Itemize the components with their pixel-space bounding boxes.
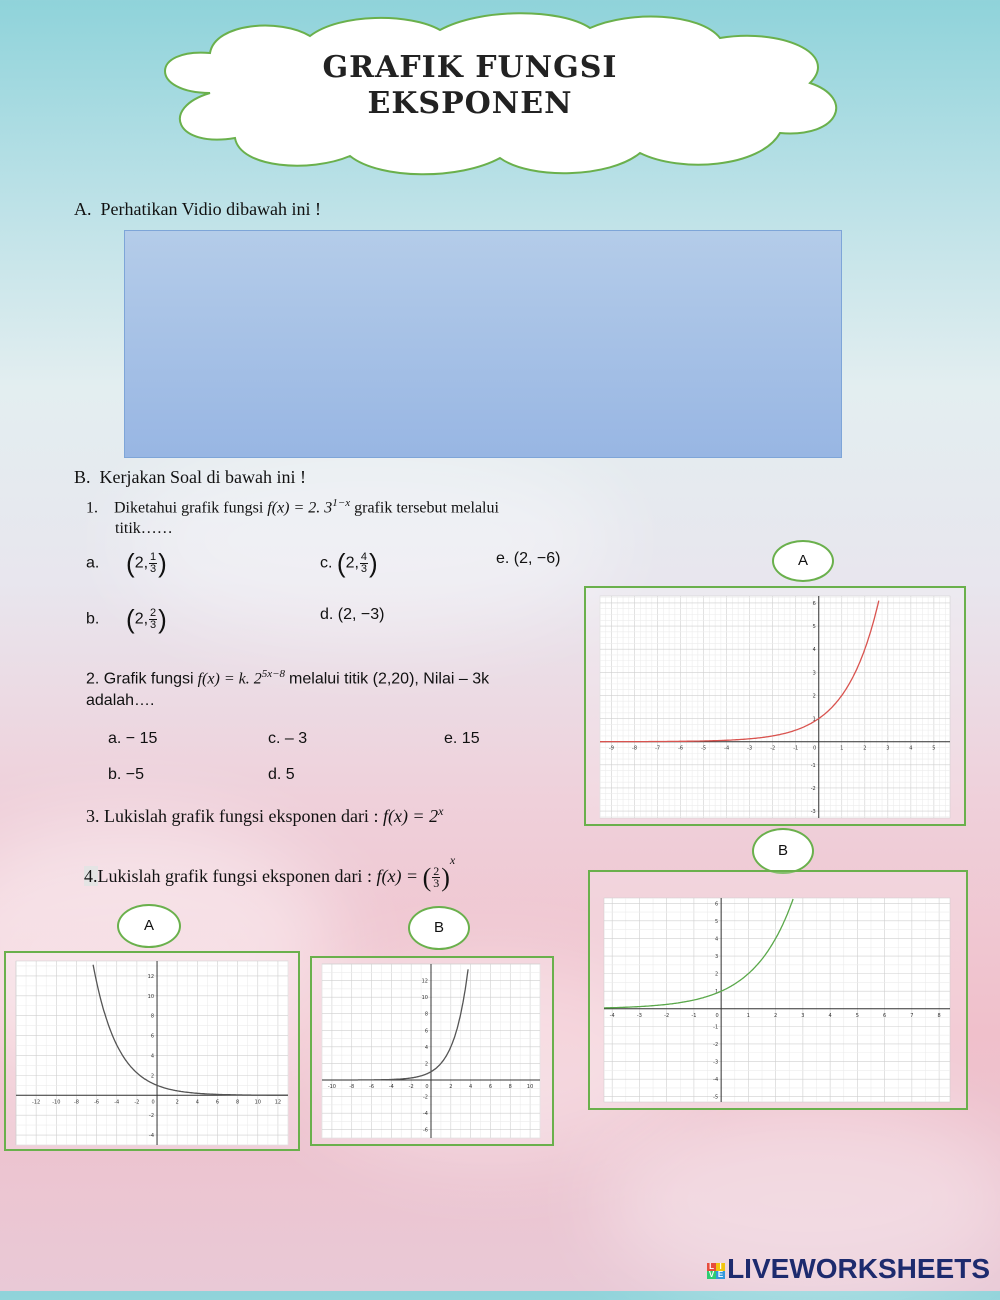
q1-option-d[interactable]: d. (2, −3)	[320, 606, 385, 623]
y-tick-label: 4	[812, 647, 816, 654]
question-2: 2. Grafik fungsi f(x) = k. $2^{5x-8}$ melalui titik (2,20), Nilai – 3k	[86, 668, 490, 688]
y-tick-label: -6	[423, 1127, 428, 1134]
y-tick-label: 2	[424, 1061, 428, 1068]
y-tick-label: -5	[713, 1094, 719, 1101]
graph-label-b-right: B	[752, 828, 814, 874]
x-tick-label: 4	[828, 1012, 832, 1019]
answer-graph-b	[312, 958, 552, 1144]
x-tick-label: -5	[701, 745, 707, 752]
y-tick-label: -2	[149, 1113, 155, 1120]
video-placeholder[interactable]	[124, 230, 842, 458]
answer-label-a[interactable]: A	[117, 904, 181, 948]
x-tick-label: 4	[469, 1084, 473, 1090]
y-tick-label: -2	[713, 1041, 719, 1048]
x-tick-label: 0	[151, 1099, 155, 1106]
q1-option-a[interactable]: a. (2, $\frac{1}{3}$ )	[86, 548, 167, 578]
y-tick-label: 4	[714, 936, 719, 943]
x-tick-label: -3	[636, 1012, 642, 1019]
x-tick-label: 2	[175, 1099, 179, 1106]
y-tick-label: -2	[423, 1094, 428, 1101]
x-tick-label: 8	[937, 1012, 941, 1019]
x-tick-label: 6	[883, 1012, 887, 1019]
y-tick-label: 1	[714, 989, 719, 996]
y-tick-label: 10	[147, 993, 155, 1000]
x-tick-label: -1	[691, 1012, 697, 1019]
q2-option-a[interactable]: a. − 15	[108, 730, 158, 747]
x-tick-label: -6	[94, 1099, 100, 1106]
x-tick-label: 1	[840, 745, 844, 752]
graph-a-exponential	[586, 588, 964, 824]
x-tick-label: 10	[526, 1084, 534, 1090]
y-tick-label: -4	[423, 1111, 428, 1118]
y-tick-label: 12	[421, 978, 428, 985]
y-tick-label: 6	[424, 1028, 428, 1035]
question-4: 4.Lukislah grafik fungsi eksponen dari : f(x) = ( $\frac{2}{3}$ )$^x$	[84, 853, 456, 892]
page-title: GRAFIK FUNGSI EKSPONEN	[322, 50, 618, 121]
y-tick-label: 8	[424, 1011, 428, 1018]
x-tick-label: 3	[801, 1012, 805, 1019]
x-tick-label: -2	[664, 1012, 670, 1019]
y-tick-label: -1	[713, 1024, 719, 1031]
y-tick-label: -1	[810, 762, 816, 769]
x-tick-label: -1	[793, 745, 799, 752]
x-tick-label: 2	[774, 1012, 778, 1019]
question-3: 3. Lukislah grafik fungsi eksponen dari : $f(x) = 2^x$	[86, 804, 444, 826]
q2-option-d[interactable]: d. 5	[268, 766, 295, 783]
y-tick-label: 10	[421, 995, 428, 1002]
x-tick-label: -2	[770, 745, 776, 752]
x-tick-label: 4	[195, 1099, 199, 1106]
section-b-heading: B. Kerjakan Soal di bawah ini !	[74, 467, 306, 487]
y-tick-label: 6	[714, 901, 719, 908]
y-tick-label: 8	[150, 1013, 155, 1020]
y-tick-label: -4	[149, 1133, 155, 1140]
section-a-heading: A. Perhatikan Vidio dibawah ini !	[74, 199, 322, 219]
x-tick-label: 0	[715, 1012, 719, 1019]
q2-option-c[interactable]: c. – 3	[268, 730, 308, 747]
y-tick-label: -3	[713, 1059, 719, 1066]
y-tick-label: 3	[812, 670, 816, 677]
q1-option-e[interactable]: e. (2, −6)	[496, 550, 561, 567]
x-tick-label: -8	[349, 1084, 355, 1090]
x-tick-label: 0	[813, 745, 817, 752]
x-tick-label: 2	[449, 1084, 453, 1090]
x-tick-label: -10	[52, 1099, 61, 1106]
x-tick-label: 1	[746, 1012, 750, 1019]
graph-b-frame	[588, 870, 968, 1110]
x-tick-label: -12	[32, 1099, 41, 1106]
x-tick-label: 12	[274, 1099, 282, 1106]
q1-option-b[interactable]: b. (2, $\frac{2}{3}$ )	[86, 604, 167, 634]
y-tick-label: 2	[150, 1073, 155, 1080]
q1-option-c[interactable]: c. (2, $\frac{4}{3}$ )	[320, 548, 378, 578]
y-tick-label: -2	[810, 785, 816, 792]
x-tick-label: -2	[134, 1099, 140, 1106]
q2-option-b[interactable]: b. −5	[108, 766, 145, 783]
y-tick-label: 2	[714, 971, 719, 978]
x-tick-label: 4	[909, 745, 913, 752]
x-tick-label: 5	[855, 1012, 859, 1019]
x-tick-label: -9	[609, 745, 615, 752]
x-tick-label: 10	[254, 1099, 261, 1106]
y-tick-label: 6	[812, 600, 816, 607]
question-1-line2: titik……	[115, 520, 173, 537]
y-tick-label: 4	[150, 1053, 155, 1060]
y-tick-label: 5	[812, 624, 816, 631]
x-tick-label: 3	[886, 745, 890, 752]
x-tick-label: -6	[369, 1084, 375, 1090]
x-tick-label: 6	[215, 1099, 220, 1106]
x-tick-label: -7	[655, 745, 661, 752]
x-tick-label: 6	[488, 1084, 493, 1090]
x-tick-label: 5	[932, 745, 936, 752]
x-tick-label: -8	[632, 745, 638, 752]
y-tick-label: 1	[812, 716, 816, 723]
x-tick-label: 8	[508, 1084, 512, 1090]
question-1: 1. Diketahui grafik fungsi f(x) = 2. $3^{1-x}$ grafik tersebut melalui	[86, 497, 499, 517]
x-tick-label: 8	[236, 1099, 240, 1106]
x-tick-label: -8	[73, 1099, 79, 1106]
x-tick-label: -2	[408, 1084, 414, 1090]
q2-option-e[interactable]: e. 15	[444, 730, 480, 747]
answer-graph-b-frame[interactable]	[310, 956, 554, 1146]
answer-graph-a	[6, 953, 298, 1149]
graph-a-frame	[584, 586, 966, 826]
graph-label-a-right: A	[772, 540, 834, 582]
x-tick-label: -6	[678, 745, 684, 752]
y-tick-label: -4	[713, 1077, 719, 1084]
y-tick-label: 3	[714, 954, 719, 961]
brand-logo: L I V E LIVEWORKSHEETS	[708, 1253, 990, 1284]
y-tick-label: -3	[810, 809, 816, 816]
answer-label-b[interactable]: B	[408, 906, 470, 950]
x-tick-label: -4	[724, 745, 730, 752]
answer-graph-a-frame[interactable]	[4, 951, 300, 1151]
question-2-line2: adalah….	[86, 692, 155, 709]
x-tick-label: -4	[114, 1099, 120, 1106]
y-tick-label: 6	[150, 1033, 155, 1040]
x-tick-label: -4	[609, 1012, 615, 1019]
x-tick-label: 7	[910, 1012, 914, 1019]
x-tick-label: -3	[747, 745, 753, 752]
y-tick-label: 2	[812, 693, 816, 700]
x-tick-label: -10	[327, 1084, 336, 1090]
brand-badge: L I V E	[708, 1261, 724, 1279]
y-tick-label: 5	[714, 918, 719, 925]
graph-b-exponential	[590, 872, 966, 1108]
y-tick-label: 4	[424, 1044, 428, 1051]
x-tick-label: 2	[863, 745, 867, 752]
x-tick-label: 0	[425, 1084, 429, 1090]
x-tick-label: -4	[388, 1084, 394, 1090]
y-tick-label: 12	[147, 973, 155, 980]
